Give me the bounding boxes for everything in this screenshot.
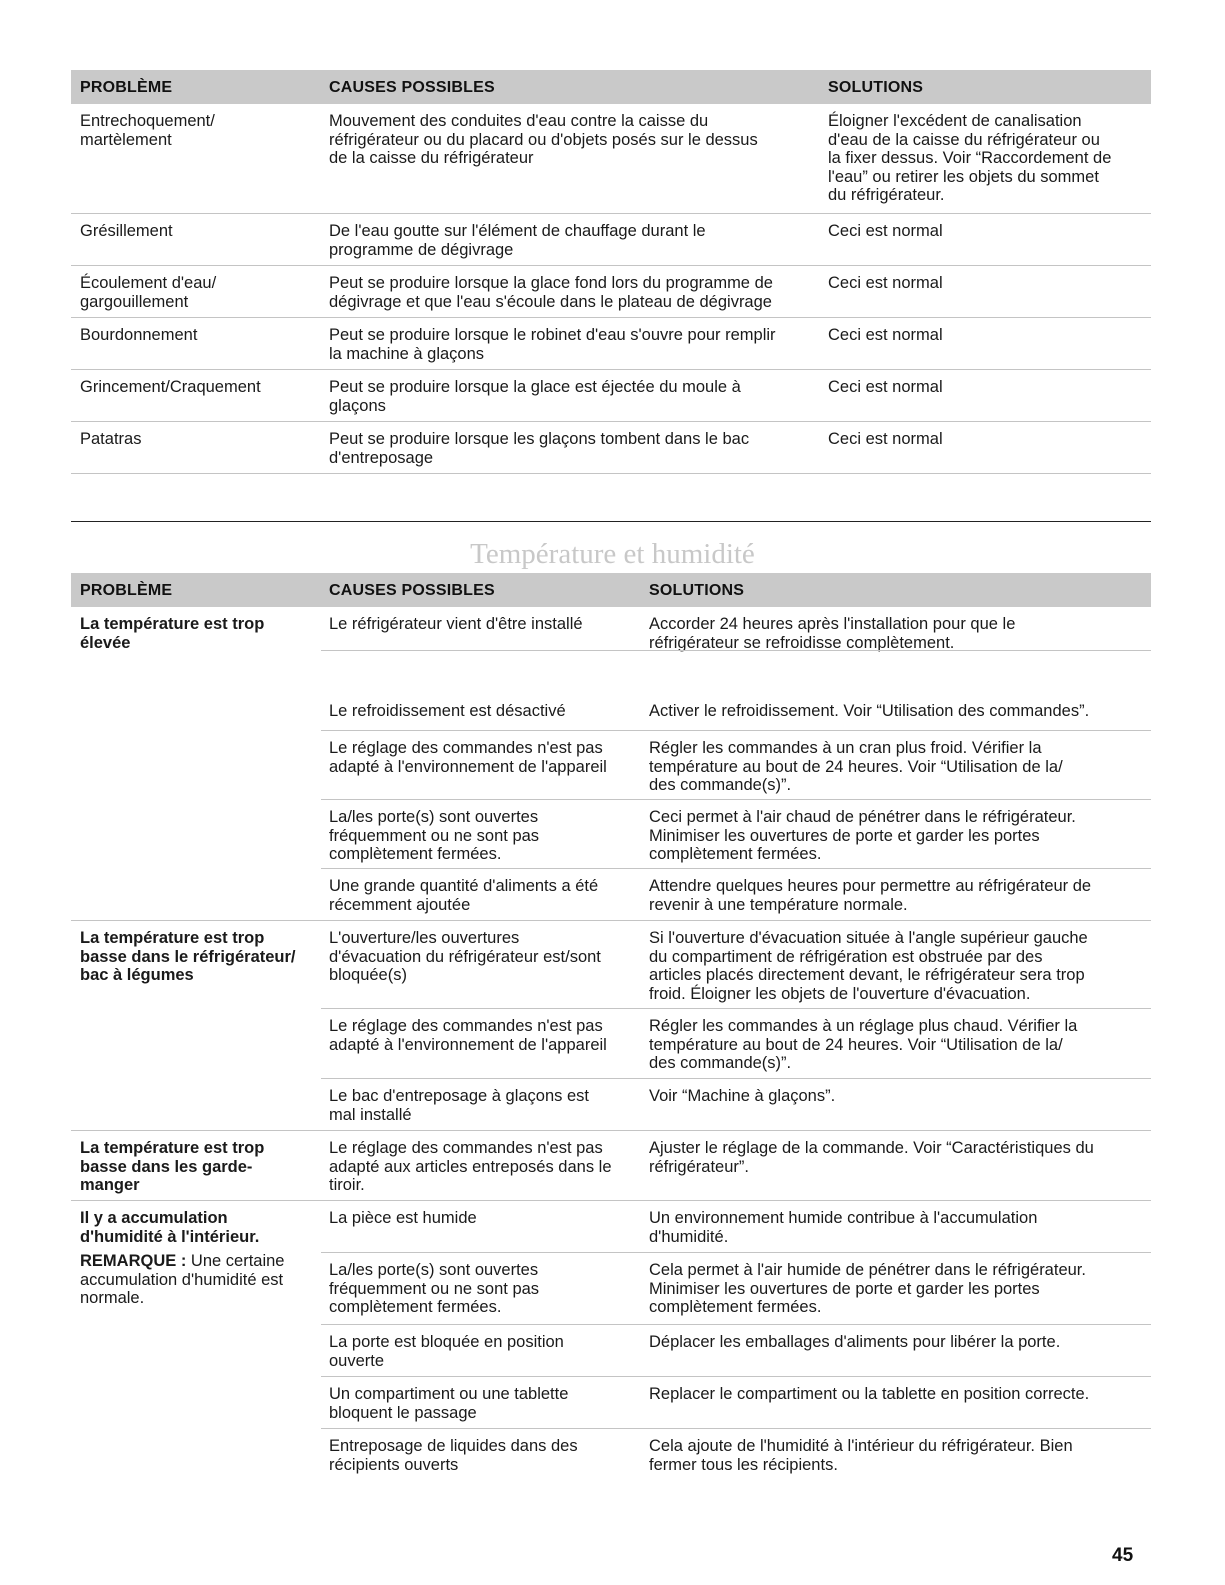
table-row (71, 1131, 1151, 1201)
problem-cell: La température est trop élevée (80, 615, 265, 652)
solution-cell: Régler les commandes à un réglage plus chaud. Vérifier la température au bout de 24 heures. Voir “Utilisation de la/ des commande(s)”. (649, 1017, 1078, 1072)
problem-cell: Écoulement d'eau/ gargouillement (80, 274, 217, 311)
table-row (71, 318, 1151, 370)
solution-cell: Ceci est normal (828, 326, 943, 344)
table-row (71, 869, 1151, 921)
cause-cell: Un compartiment ou une tablette bloquent le passage (329, 1385, 569, 1422)
table-row (71, 1377, 1151, 1429)
problem-cell: Il y a accumulation d'humidité à l'intérieur. (80, 1209, 260, 1246)
solution-cell: Ajuster le réglage de la commande. Voir “Caractéristiques du réfrigérateur”. (649, 1139, 1094, 1176)
section-title: Température et humidité (470, 538, 755, 570)
table-row (71, 1253, 1151, 1325)
header-problem: PROBLÈME (80, 582, 173, 599)
cause-cell: De l'eau goutte sur l'élément de chauffage durant le programme de dégivrage (329, 222, 706, 259)
noise-table (71, 70, 1151, 474)
header-solutions: SOLUTIONS (828, 79, 924, 96)
temperature-humidity-table (71, 573, 1151, 1552)
table-row (71, 1429, 1151, 1481)
solution-cell: Ceci est normal (828, 430, 943, 448)
table-row (71, 1009, 1151, 1079)
solution-cell: Ceci est normal (828, 274, 943, 292)
cause-cell: Le réglage des commandes n'est pas adapté à l'environnement de l'appareil (329, 739, 607, 776)
section-divider (71, 521, 1151, 522)
cause-cell: La/les porte(s) sont ouvertes fréquemment ou ne sont pas complètement fermées. (329, 808, 540, 863)
solution-cell: Accorder 24 heures après l'installation pour que le réfrigérateur se refroidisse complètement. (649, 615, 1016, 652)
solution-cell: Éloigner l'excédent de canalisation d'eau de la caisse du réfrigérateur ou la fixer dessus. Voir “Raccordement de l'eau” ou retirer les objets du sommet du réfrigérateur. (828, 112, 1112, 204)
table-row (71, 921, 1151, 1009)
cause-cell: La pièce est humide (329, 1209, 477, 1227)
remark-label: REMARQUE : (80, 1252, 187, 1270)
page-number: 45 (1112, 1545, 1134, 1566)
cause-cell: L'ouverture/les ouvertures d'évacuation du réfrigérateur est/sont bloquée(s) (329, 929, 601, 984)
solution-cell: Un environnement humide contribue à l'accumulation d'humidité. (649, 1209, 1038, 1246)
table-row (71, 266, 1151, 318)
cause-cell: Mouvement des conduites d'eau contre la caisse du réfrigérateur ou du placard ou d'objets posés sur le dessus de la caisse du réfrigérateur (329, 112, 758, 167)
solution-cell: Cela permet à l'air humide de pénétrer dans le réfrigérateur. Minimiser les ouvertures de porte et garder les portes complètement fermées. (649, 1261, 1086, 1316)
header-causes: CAUSES POSSIBLES (329, 79, 495, 96)
solution-cell: Cela ajoute de l'humidité à l'intérieur du réfrigérateur. Bien fermer tous les récipients. (649, 1437, 1073, 1474)
solution-cell: Si l'ouverture d'évacuation située à l'angle supérieur gauche du compartiment de réfrigération est obstruée par des articles placés directement devant, le réfrigérateur sera trop froid. Éloigner les objets de l'ouverture d'évacuation. (649, 929, 1088, 1003)
cause-cell: Le bac d'entreposage à glaçons est mal installé (329, 1087, 590, 1124)
solution-cell: Activer le refroidissement. Voir “Utilisation des commandes”. (649, 702, 1090, 720)
cause-cell: Peut se produire lorsque le robinet d'eau s'ouvre pour remplir la machine à glaçons (329, 326, 776, 363)
header-problem: PROBLÈME (80, 79, 173, 96)
cause-cell: Peut se produire lorsque les glaçons tombent dans le bac d'entreposage (329, 430, 750, 467)
solution-cell: Déplacer les emballages d'aliments pour libérer la porte. (649, 1333, 1061, 1351)
header-solutions: SOLUTIONS (649, 582, 745, 599)
cause-cell: La/les porte(s) sont ouvertes fréquemment ou ne sont pas complètement fermées. (329, 1261, 540, 1316)
cause-cell: Le réfrigérateur vient d'être installé (329, 615, 583, 633)
header-causes: CAUSES POSSIBLES (329, 582, 495, 599)
solution-cell: Voir “Machine à glaçons”. (649, 1087, 836, 1105)
table-row (71, 104, 1151, 214)
remark-note: REMARQUE : Une certaine accumulation d'humidité est normale. (80, 1252, 285, 1307)
table-row (71, 800, 1151, 870)
solution-cell: Ceci est normal (828, 222, 943, 240)
problem-cell: Entrechoquement/ martèlement (80, 112, 215, 149)
cause-cell: Entreposage de liquides dans des récipients ouverts (329, 1437, 578, 1474)
problem-cell: Grésillement (80, 222, 173, 240)
table-row (71, 1325, 1151, 1377)
table-body (71, 607, 1151, 1552)
table-header (71, 573, 1151, 607)
row-divider (321, 650, 1151, 651)
table-header (71, 70, 1151, 104)
solution-cell: Attendre quelques heures pour permettre au réfrigérateur de revenir à une température normale. (649, 877, 1092, 914)
solution-cell: Ceci est normal (828, 378, 943, 396)
cause-cell: Le réglage des commandes n'est pas adapté aux articles entreposés dans le tiroir. (329, 1139, 612, 1194)
problem-cell: Bourdonnement (80, 326, 198, 344)
cause-cell: La porte est bloquée en position ouverte (329, 1333, 564, 1370)
table-row (71, 607, 1151, 651)
table-row (71, 214, 1151, 266)
problem-cell: La température est trop basse dans le réfrigérateur/ bac à légumes (80, 929, 296, 984)
row-divider (71, 473, 1151, 474)
solution-cell: Ceci permet à l'air chaud de pénétrer dans le réfrigérateur. Minimiser les ouvertures de porte et garder les portes complètement fermées. (649, 808, 1076, 863)
solution-cell: Replacer le compartiment ou la tablette en position correcte. (649, 1385, 1090, 1403)
cause-cell: Le réglage des commandes n'est pas adapté à l'environnement de l'appareil (329, 1017, 607, 1054)
table-row (71, 370, 1151, 422)
cause-cell: Le refroidissement est désactivé (329, 702, 566, 720)
cause-cell: Peut se produire lorsque la glace est éjectée du moule à glaçons (329, 378, 741, 415)
solution-cell: Régler les commandes à un cran plus froid. Vérifier la température au bout de 24 heures. Voir “Utilisation de la/ des commande(s)”. (649, 739, 1063, 794)
problem-cell: Patatras (80, 430, 142, 448)
table-row (71, 731, 1151, 801)
table-row (71, 1079, 1151, 1131)
problem-cell: La température est trop basse dans les garde- manger (80, 1139, 265, 1194)
table-row (71, 1201, 1151, 1253)
cause-cell: Une grande quantité d'aliments a été récemment ajoutée (329, 877, 599, 914)
problem-cell: Grincement/Craquement (80, 378, 261, 396)
cause-cell: Peut se produire lorsque la glace fond lors du programme de dégivrage et que l'eau s'écoule dans le plateau de dégivrage (329, 274, 773, 311)
table-row (71, 422, 1151, 474)
